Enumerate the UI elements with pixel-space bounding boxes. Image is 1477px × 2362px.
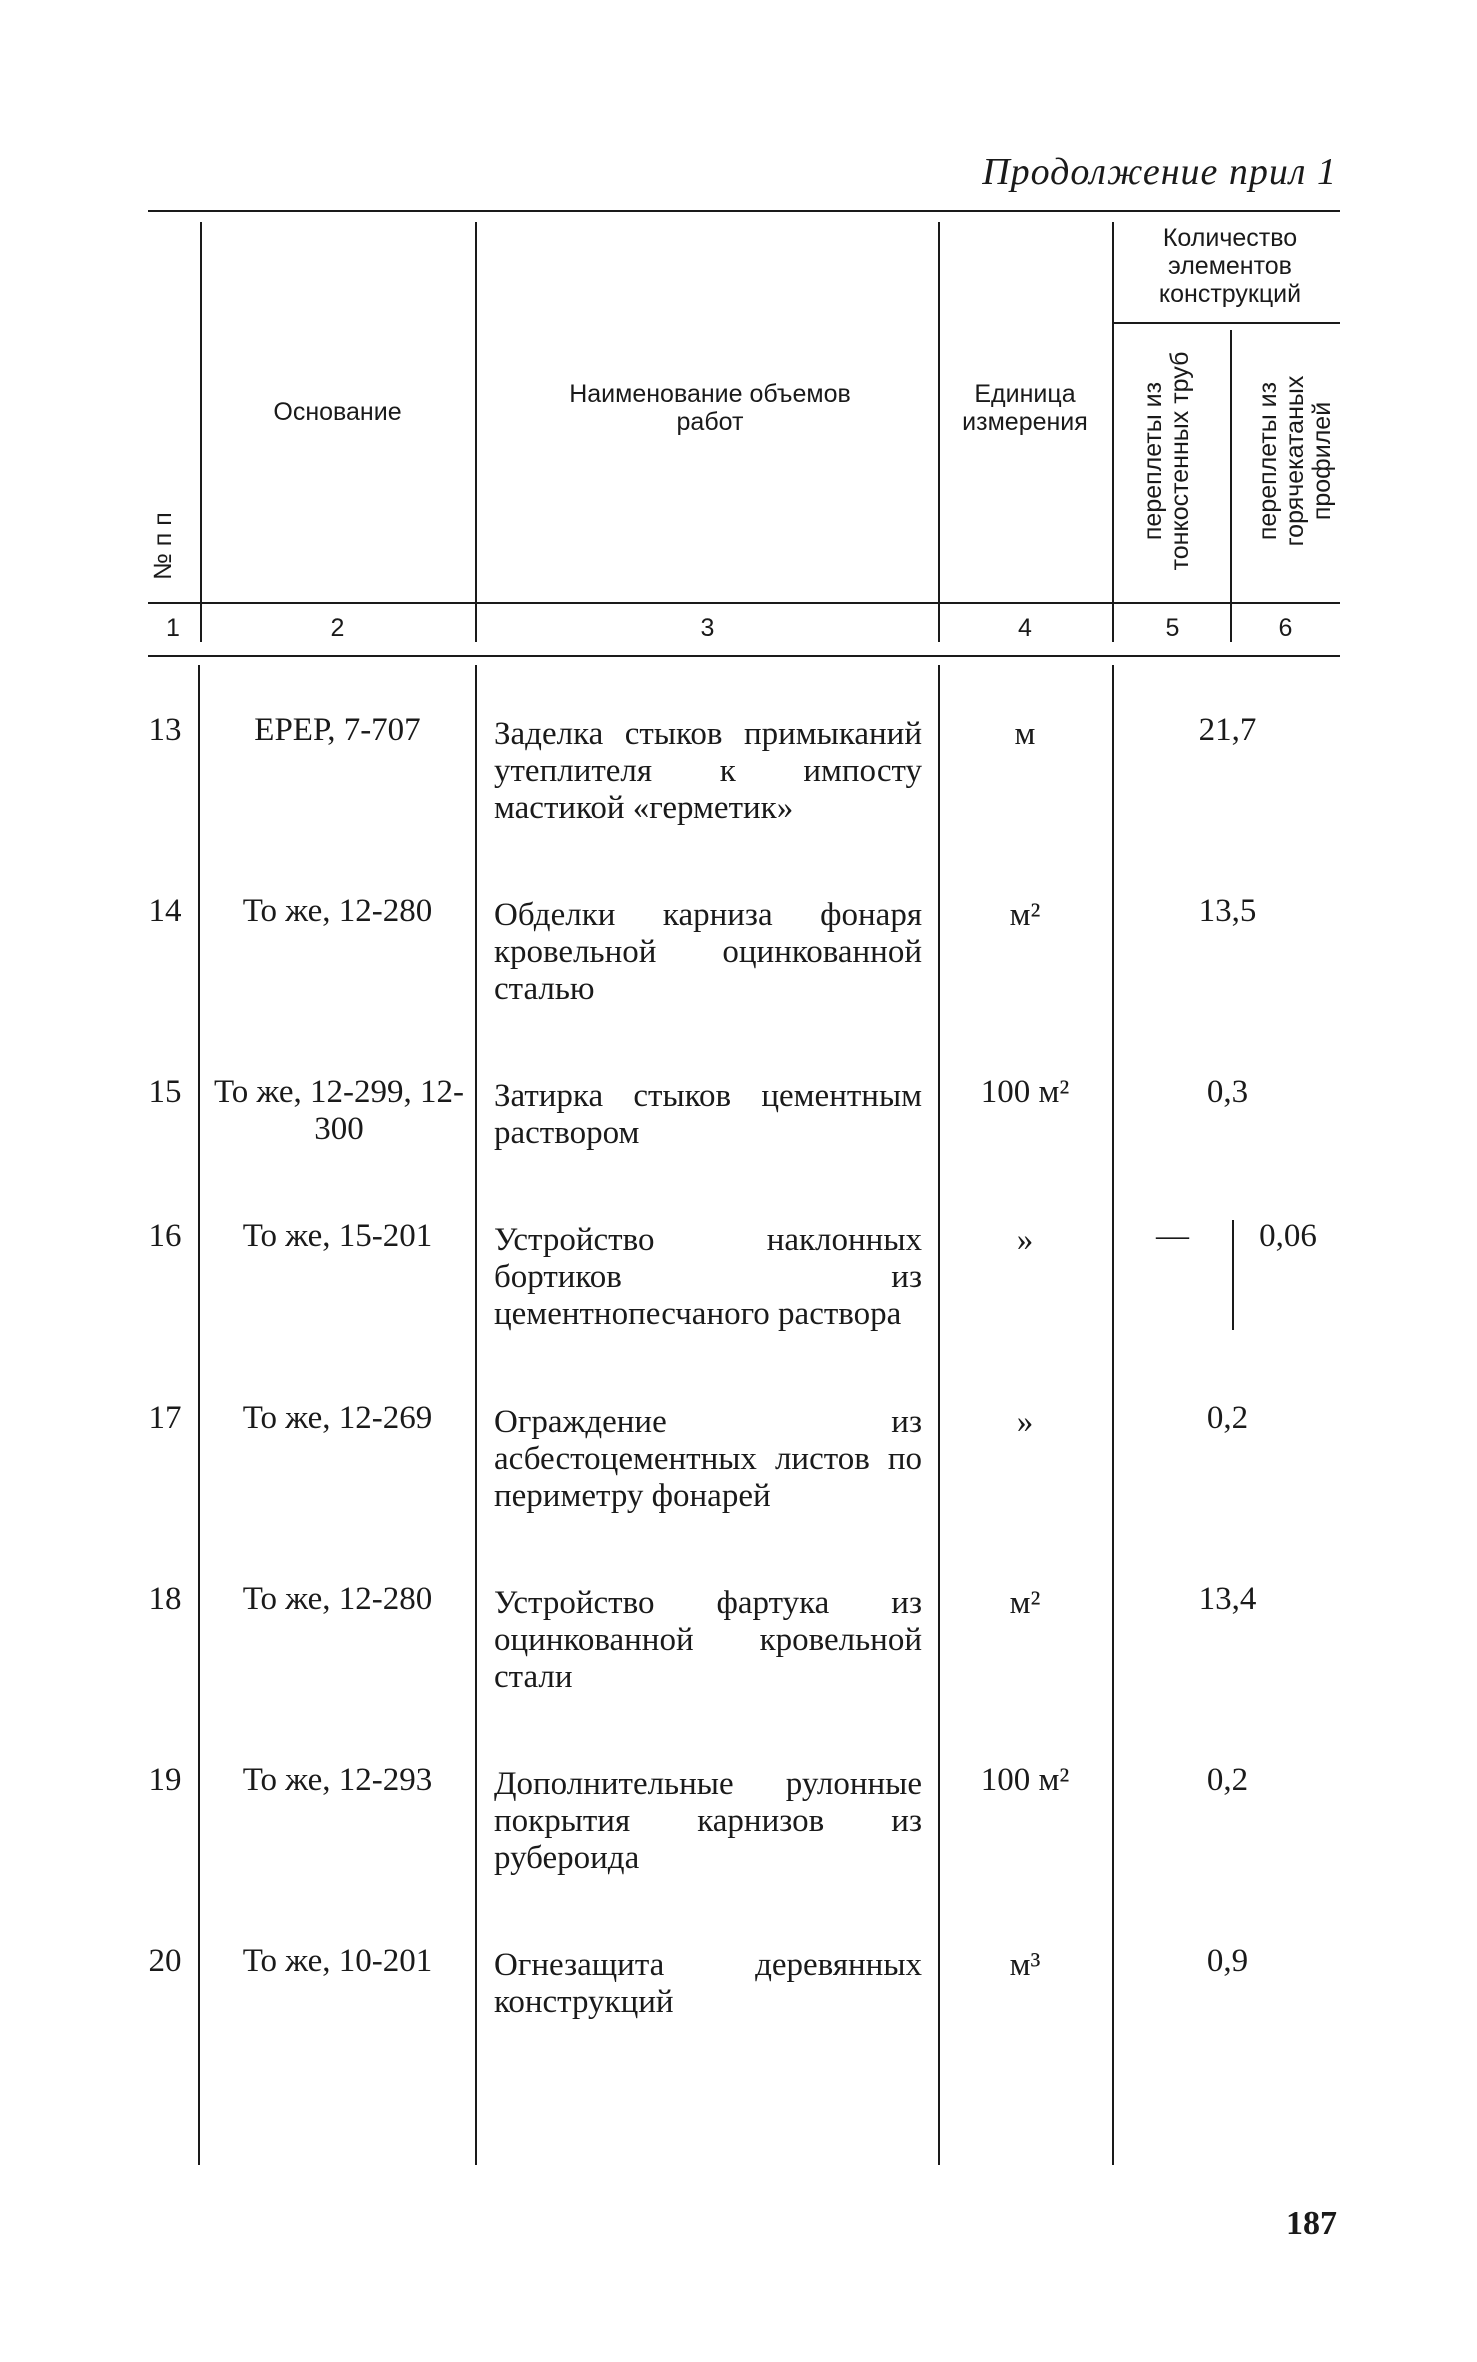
- row-number: 14: [148, 893, 182, 929]
- header-col1: № п п: [149, 512, 177, 580]
- column-number-rule: [148, 655, 1340, 657]
- row-basis: То же, 12-293: [242, 1762, 433, 1798]
- row-work-name: Ограждение из асбестоцементных листов по периметру фонарей: [494, 1404, 922, 1514]
- row-basis: То же, 10-201: [242, 1943, 433, 1979]
- row-value: 13,5: [1198, 893, 1257, 929]
- row-unit: 100 м²: [980, 1074, 1070, 1110]
- row-unit: »: [1016, 1222, 1034, 1258]
- col-divider-3: [938, 222, 940, 642]
- row-work-name: Дополнительные рулонные покрытия карнизов из рубероида: [494, 1766, 922, 1876]
- row-value: 0,3: [1206, 1074, 1249, 1110]
- row-basis: То же, 12-269: [242, 1400, 433, 1436]
- row-basis: То же, 12-280: [242, 1581, 433, 1617]
- header-col2: Основание: [273, 398, 402, 426]
- col-number-3: 3: [700, 614, 715, 642]
- row-work-name: Затирка стыков цементным раствором: [494, 1078, 922, 1151]
- col-number-1: 1: [166, 614, 180, 642]
- row-value: 13,4: [1198, 1581, 1257, 1617]
- row-number: 15: [148, 1074, 182, 1110]
- row-basis: То же, 15-201: [242, 1218, 433, 1254]
- header-col3: Наименование объемов работ: [569, 380, 851, 436]
- page-number: 187: [1286, 2205, 1337, 2242]
- group-header-rule: [1112, 322, 1340, 324]
- row-work-name: Заделка стыков примыканий утеплителя к импосту мастикой «герметик»: [494, 716, 922, 826]
- col-number-4: 4: [1018, 614, 1032, 642]
- body-divider-2: [475, 665, 477, 2165]
- row-work-name: Огнезащита деревянных конструкций: [494, 1947, 922, 2020]
- row-value: 0,9: [1206, 1943, 1249, 1979]
- row-value-col6: 0,06: [1259, 1218, 1317, 1254]
- col-number-5: 5: [1165, 614, 1180, 642]
- col-divider-5: [1230, 330, 1232, 642]
- page-caption: Продолжение прил 1: [982, 151, 1337, 193]
- body-divider-1: [198, 665, 200, 2165]
- col-number-6: 6: [1278, 614, 1293, 642]
- row-number: 16: [148, 1218, 182, 1254]
- row-number: 19: [148, 1762, 182, 1798]
- col-divider-4: [1112, 222, 1114, 642]
- row-work-name: Устройство фартука из оцинкованной кровельной стали: [494, 1585, 922, 1695]
- row-basis: То же, 12-280: [242, 893, 433, 929]
- col-number-2: 2: [330, 614, 345, 642]
- row-value: 21,7: [1198, 712, 1257, 748]
- row-value: 0,2: [1206, 1762, 1249, 1798]
- header-col6: переплеты из горячекатаных профилей: [1254, 375, 1336, 547]
- row-unit: 100 м²: [980, 1762, 1070, 1798]
- row-basis: ЕРЕР, 7-707: [254, 712, 421, 748]
- row-unit: м³: [1009, 1947, 1041, 1983]
- row-value-col5: —: [1156, 1218, 1189, 1254]
- row-unit: м²: [1009, 1585, 1041, 1621]
- row-number: 18: [148, 1581, 182, 1617]
- row16-divider: [1232, 1220, 1234, 1330]
- row-unit: м: [1014, 716, 1036, 752]
- header-col4: Единица измерения: [962, 380, 1088, 436]
- table-top-rule: [148, 210, 1340, 212]
- row-number: 20: [148, 1943, 182, 1979]
- col-divider-1: [200, 222, 202, 642]
- header-col5: переплеты из тонкостенных труб: [1139, 351, 1194, 571]
- row-unit: »: [1016, 1404, 1034, 1440]
- col-divider-2: [475, 222, 477, 642]
- body-divider-3: [938, 665, 940, 2165]
- header-group: Количество элементов конструкций: [1158, 224, 1302, 308]
- row-unit: м²: [1009, 897, 1041, 933]
- row-work-name: Обделки карниза фонаря кровельной оцинкованной сталью: [494, 897, 922, 1007]
- row-number: 13: [148, 712, 182, 748]
- header-rule: [148, 602, 1340, 604]
- row-basis: То же, 12-299, 12-300: [214, 1074, 464, 1147]
- row-value: 0,2: [1206, 1400, 1249, 1436]
- row-work-name: Устройство наклонных бортиков из цементнопесчаного раствора: [494, 1222, 922, 1332]
- body-divider-4: [1112, 665, 1114, 2165]
- row-number: 17: [148, 1400, 182, 1436]
